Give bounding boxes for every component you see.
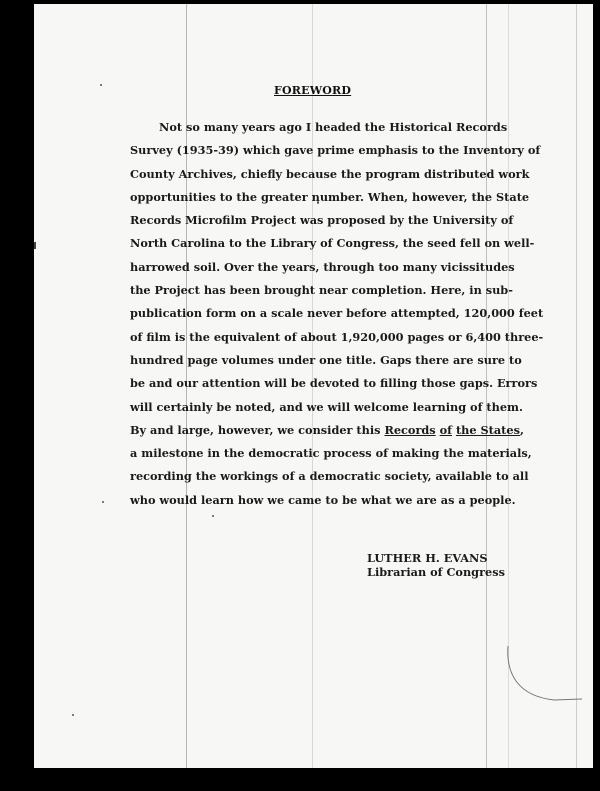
scan-speck: [102, 501, 104, 503]
text-line: will certainly be noted, and we will welcome learning of them.: [130, 399, 523, 414]
text-line: County Archives, chiefly because the program distributed work: [130, 166, 530, 181]
scan-speck: [72, 714, 74, 716]
text-line: Survey (1935-39) which gave prime emphasis to the Inventory of: [130, 143, 541, 158]
scan-artifact-curve: [504, 644, 584, 714]
underlined-title-word: of: [439, 422, 452, 437]
page-title: FOREWORD: [274, 84, 352, 97]
text-line: Records Microfilm Project was proposed by the University of: [130, 213, 514, 228]
text-fragment: ,: [519, 422, 524, 437]
text-line: hundred page volumes under one title. Gaps there are sure to: [130, 352, 522, 367]
scan-mark: [34, 242, 36, 249]
underlined-title-word: the States: [455, 422, 520, 437]
text-line: be and our attention will be devoted to filling those gaps. Errors: [130, 376, 538, 391]
text-fragment: By and large, however, we consider this: [130, 422, 385, 437]
text-line: recording the workings of a democratic society, available to all: [130, 469, 529, 484]
scan-speck: [100, 84, 102, 86]
text-line: of film is the equivalent of about 1,920,000 pages or 6,400 three-: [130, 329, 544, 344]
signature-block: [367, 551, 505, 579]
text-line: the Project has been brought near completion. Here, in sub-: [130, 283, 513, 298]
text-line: publication form on a scale never before attempted, 120,000 feet: [130, 306, 544, 321]
underlined-title-word: Records: [384, 422, 436, 437]
signatory-title: Librarian of Congress: [367, 565, 505, 579]
text-line: [130, 419, 560, 442]
text-line: who would learn how we came to be what we are as a people.: [130, 492, 516, 507]
scan-speck: [212, 515, 214, 517]
text-line: North Carolina to the Library of Congress, the seed fell on well-: [130, 236, 535, 251]
signatory-name: LUTHER H. EVANS: [367, 551, 488, 565]
foreword-paragraph: [130, 116, 560, 512]
text-line: Not so many years ago I headed the Historical Records: [159, 120, 508, 134]
text-line: opportunities to the greater number. When, however, the State: [130, 189, 530, 204]
text-line: harrowed soil. Over the years, through too many vicissitudes: [130, 259, 515, 274]
scanned-page: [34, 4, 593, 768]
text-line: a milestone in the democratic process of making the materials,: [130, 446, 532, 461]
